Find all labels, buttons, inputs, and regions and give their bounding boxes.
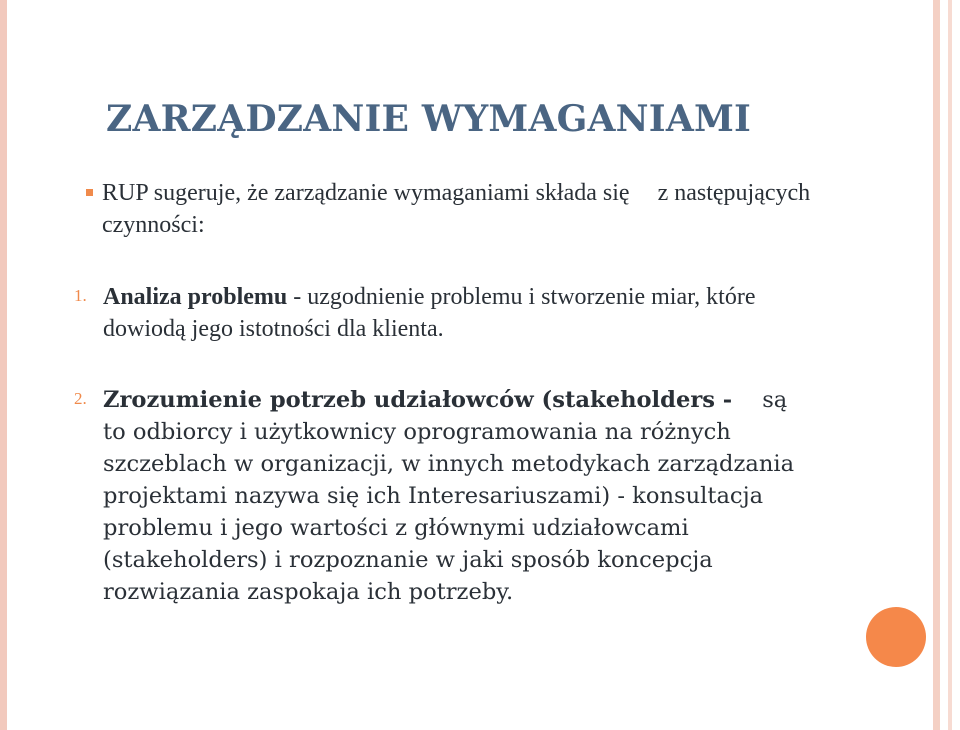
orange-circle-decoration xyxy=(866,607,926,667)
right-decorative-stripe xyxy=(933,0,940,730)
right-decorative-stripe-thin xyxy=(948,0,952,730)
list-item-2-heading: Zrozumienie potrzeb udziałowców (stakeholders - xyxy=(103,387,733,413)
list-item-2-text: są to odbiorcy i użytkownicy oprogramowania na różnych szczeblach w organizacji, w innych metodykach zarządzania projektami nazywa się ich Interesariuszami) - konsultacja problemu i jego wartości z głównymi udziałowcami (stakeholders) i rozpoznanie w jaki sposób koncepcja rozwiązania zaspokaja ich potrzeby. xyxy=(103,387,795,605)
left-decorative-stripe xyxy=(0,0,7,730)
intro-text-part2: z następujących czynności: xyxy=(102,180,811,238)
intro-text-part1: RUP sugeruje, że zarządzanie wymaganiami składa się xyxy=(102,180,630,206)
square-bullet-icon xyxy=(86,189,93,196)
list-item-2 xyxy=(103,384,803,608)
list-number-1: 1. xyxy=(74,286,87,305)
list-item-1 xyxy=(103,281,803,345)
slide-title: ZARZĄDZANIE WYMAGANIAMI xyxy=(106,98,752,140)
list-item-1-heading: Analiza problemu xyxy=(103,284,288,310)
list-item-1-text: - uzgodnienie problemu i stworzenie miar, które dowiodą jego istotności dla klienta. xyxy=(103,284,756,342)
list-number-2: 2. xyxy=(74,389,87,408)
intro-paragraph xyxy=(102,177,822,241)
